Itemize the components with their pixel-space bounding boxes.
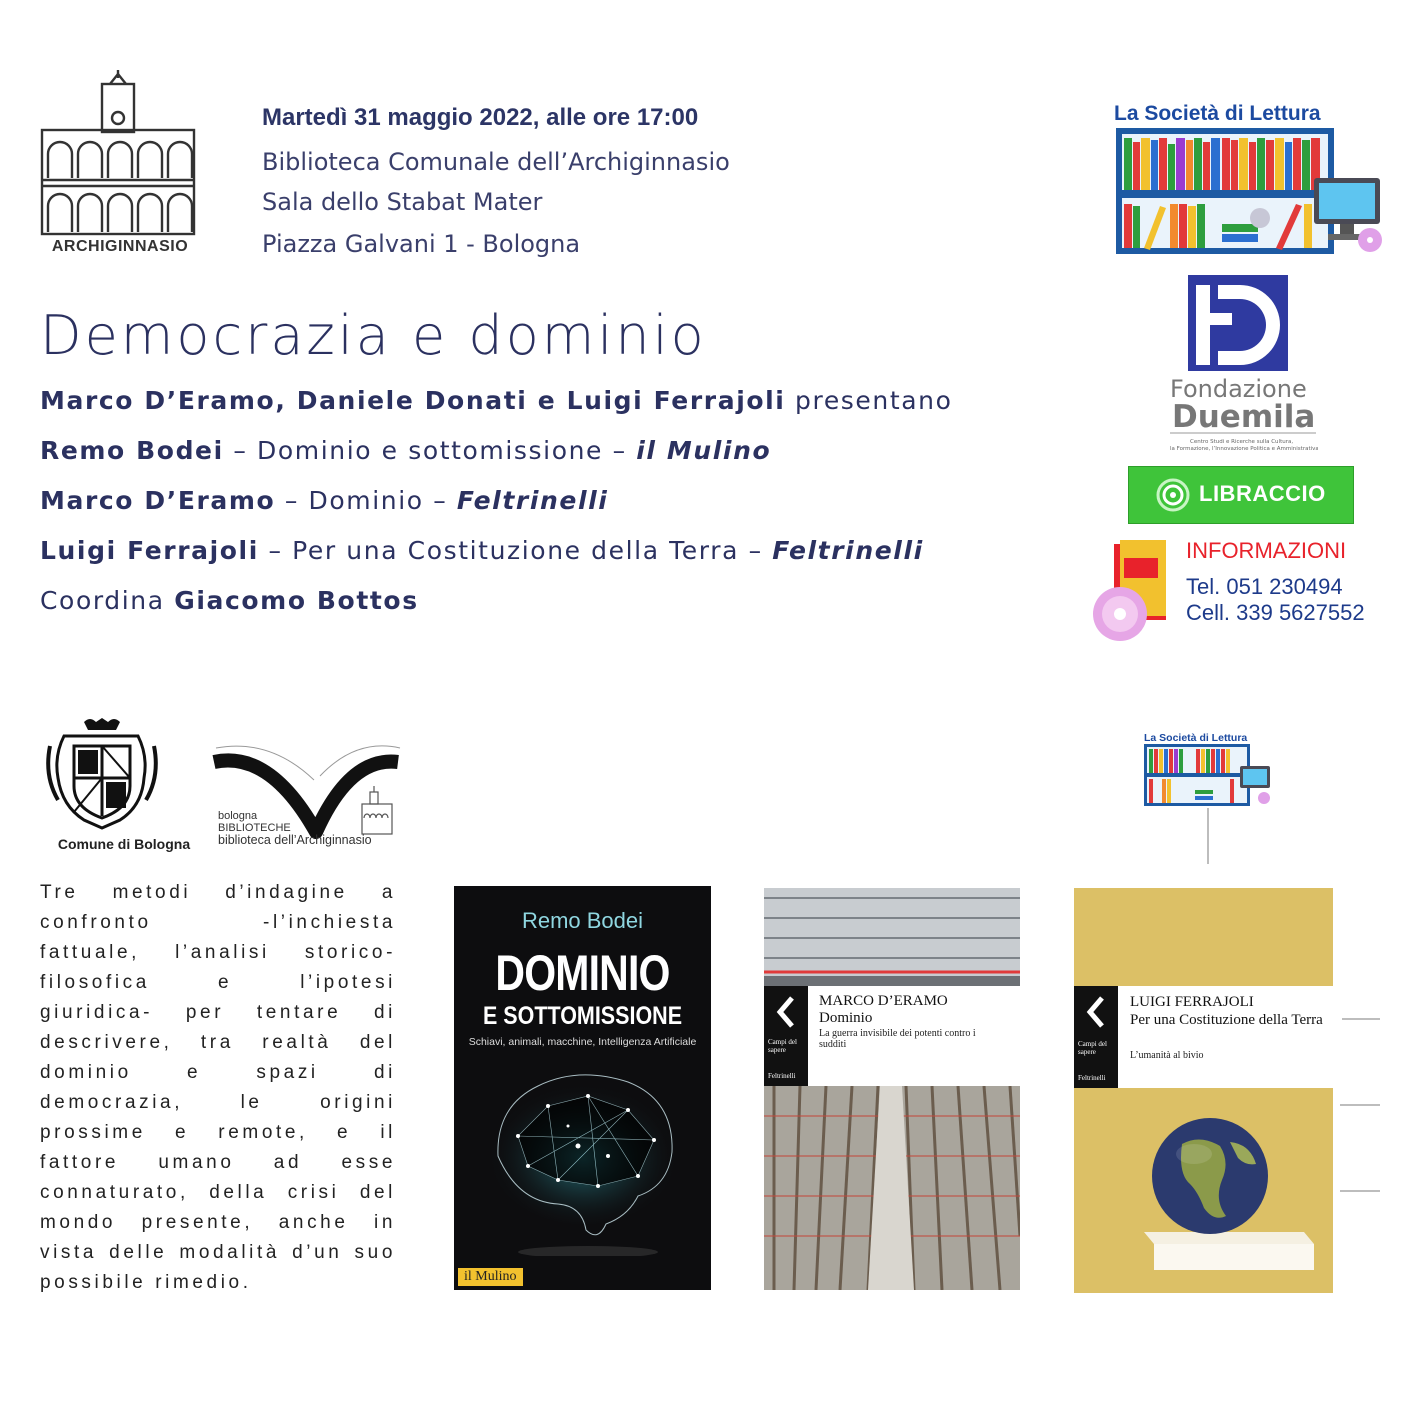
info-mobile[interactable]: Cell. 339 5627552 [1186,600,1365,625]
bookshelf-small-icon [1140,730,1275,865]
separator: – [748,536,763,565]
book-title: Dominio [308,486,424,515]
venue-address: Piazza Galvani 1 - Bologna [262,230,581,258]
fondazione-sub2: la Formazione, l’Innovazione Politica e Amministrativa [1170,446,1318,452]
comune-caption: Comune di Bologna [57,836,191,852]
bologna-biblioteche-logo [210,740,410,860]
book-cd-icon [1090,538,1180,646]
cover-bodei [454,886,711,1290]
book-author: Marco D’Eramo [40,486,276,515]
presenters-line [40,386,953,415]
feltrinelli-chevron-icon [1086,996,1106,1028]
bookshelf-icon [1110,100,1385,260]
archiginnasio-building-icon [40,70,200,238]
cover-deramo [764,888,1020,1290]
archiginnasio-caption: ARCHIGINNASIO [51,238,189,255]
book-line-ferrajoli [40,536,924,565]
coordinator-name: Giacomo Bottos [174,586,419,615]
presenters-names: Marco D’Eramo, Daniele Donati e Luigi Ferrajoli [40,386,786,415]
cover-publisher: Feltrinelli [768,1072,796,1080]
cover-subtitle: Schiavi, animali, macchine, Intelligenza Artificiale [468,1036,697,1048]
info-title: INFORMAZIONI [1186,538,1347,563]
venue-room: Sala dello Stabat Mater [262,188,543,216]
separator: – [612,436,627,465]
cover-spine [764,986,808,1086]
venue-library: Biblioteca Comunale dell’Archiginnasio [262,148,730,176]
book-author: Luigi Ferrajoli [40,536,259,565]
cover-ferrajoli [1074,888,1333,1293]
cover-series: Campi del sapere [768,1038,797,1054]
book-line-bodei [40,436,771,465]
cover-subtitle: La guerra invisibile dei potenti contro i sudditi [819,1028,976,1050]
fd-monogram-icon [1168,275,1318,455]
decorative-line [1340,1104,1380,1106]
cover-publisher: Feltrinelli [1078,1074,1106,1082]
bib-line1: bologna [218,810,258,822]
cover-publisher: il Mulino [458,1268,523,1286]
book-author: Remo Bodei [40,436,224,465]
cover-author: Remo Bodei [521,908,644,933]
decorative-line [1340,1190,1380,1192]
separator: – [268,536,283,565]
decorative-line [1342,1018,1380,1020]
libraccio-text: LIBRACCIO [1199,481,1326,506]
book-publisher: Feltrinelli [772,536,924,565]
presenters-verb: presentano [795,386,953,415]
cover-spine [1074,986,1118,1088]
coat-of-arms-icon [44,716,204,832]
fondazione-duemila-logo [1168,275,1318,455]
event-title: Democrazia e dominio [40,304,707,367]
bib-caption [218,810,372,846]
book-line-deramo [40,486,608,515]
societa-lettura-text: La Società di Lettura [1114,102,1321,125]
cover-author: MARCO D’ERAMO [819,993,948,1009]
book-title: Per una Costituzione della Terra [292,536,740,565]
societa-lettura-logo [1110,100,1385,260]
separator: – [284,486,299,515]
comune-bologna-logo [44,716,204,856]
separator: – [233,436,248,465]
coordinator-label: Coordina [40,586,165,615]
societa-lettura-small-logo [1140,730,1275,865]
spiral-icon [1155,477,1191,513]
feltrinelli-chevron-icon [776,996,796,1028]
coordinator-line [40,586,419,615]
info-box [1090,538,1390,648]
bib-line2: BIBLIOTECHE [218,822,291,834]
book-publisher: Feltrinelli [456,486,609,515]
cover-title: DOMINIO [495,945,670,1001]
book-publisher: il Mulino [636,436,772,465]
separator: – [433,486,448,515]
warehouse-shelves-photo [764,1086,1020,1290]
libraccio-logo [1128,466,1354,524]
cover-title: Dominio [819,1010,873,1026]
duemila-text: Duemila [1172,399,1316,435]
archiginnasio-logo [40,70,200,260]
globe-on-shelf-icon [1134,1104,1324,1284]
brain-network-icon [478,1056,688,1256]
cover-subtitle: L’umanità al bivio [1130,1050,1204,1061]
societa-lettura-small-text: La Società di Lettura [1144,732,1248,744]
info-phone[interactable]: Tel. 051 230494 [1186,574,1343,599]
event-date: Martedì 31 maggio 2022, alle ore 17:00 [262,104,699,131]
fondazione-sub1: Centro Studi e Ricerche sulla Cultura, [1190,439,1294,445]
warehouse-ceiling-photo [764,888,1020,986]
book-title: Dominio e sottomissione [257,436,604,465]
cover-title-2: E SOTTOMISSIONE [482,1002,683,1030]
cover-series: Campi del sapere [1078,1040,1107,1056]
cover-title: Per una Costituzione della Terra [1130,1012,1323,1028]
fondazione-text: Fondazione [1170,375,1307,403]
cover-author: LUIGI FERRAJOLI [1130,994,1254,1010]
event-description: Tre metodi d’indagine a confronto -l’inchiesta fattuale, l’analisi storico-filosofica e l’ipotesi giuridica- per tentare di descrivere, tra realtà del dominio e spazi di democrazia, le origini prossime e remote, e il fattore umano ad esse connaturato, della crisi del mondo presente, anche in vista delle modalità d’un suo possibile rimedio. [40,882,396,1293]
bib-line3: biblioteca dell’Archiginnasio [218,833,372,847]
